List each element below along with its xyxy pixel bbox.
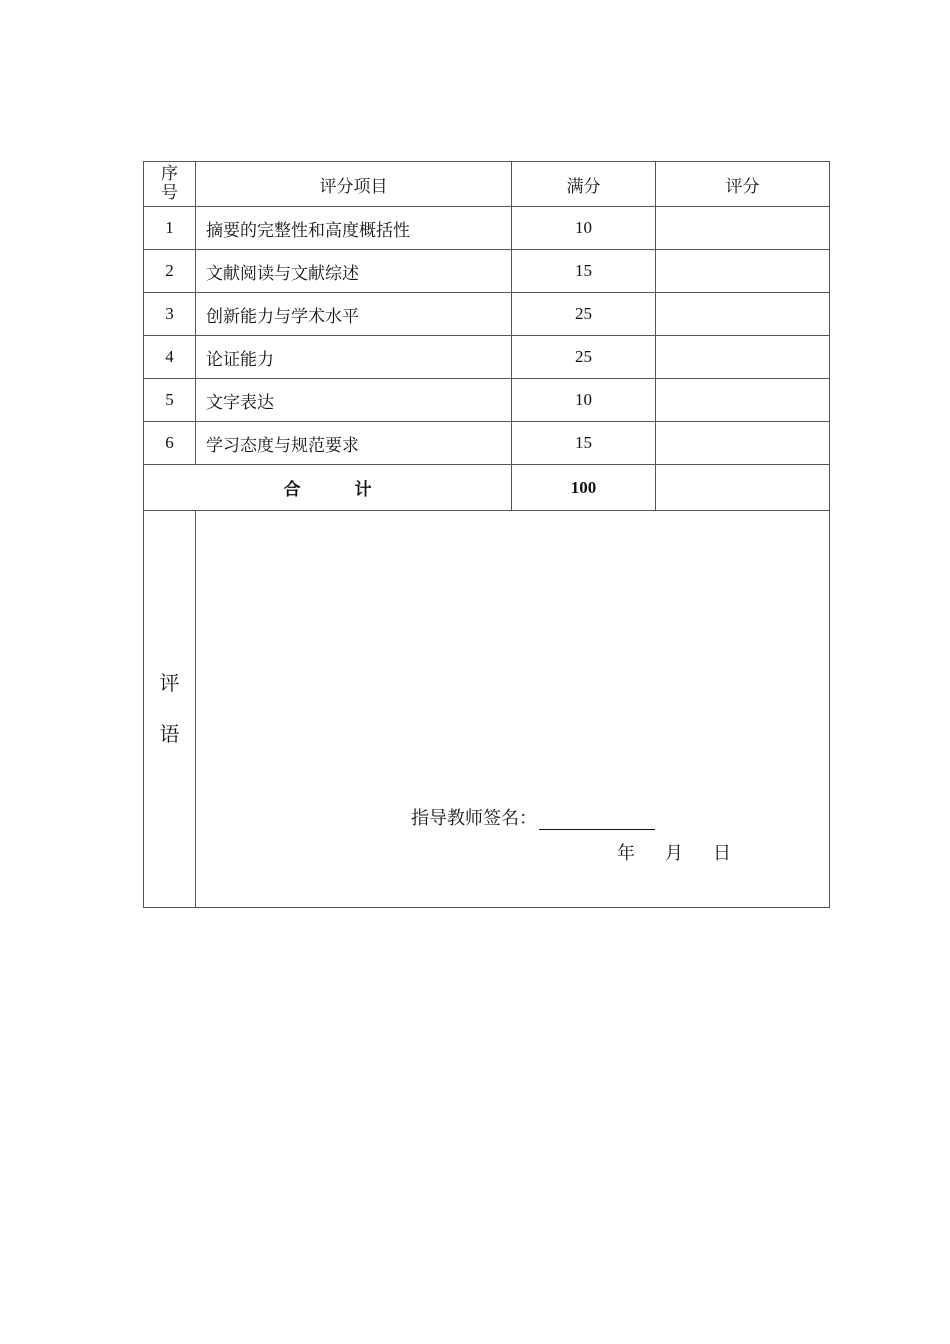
table-row — [144, 379, 830, 422]
header-row — [144, 162, 830, 207]
row-score-cell[interactable] — [656, 379, 830, 422]
row-full-score: 10 — [512, 207, 656, 250]
row-score-cell[interactable] — [656, 250, 830, 293]
table-row — [144, 422, 830, 465]
row-item: 摘要的完整性和高度概括性 — [196, 207, 512, 250]
header-item: 评分项目 — [196, 162, 512, 207]
date-year: 年 — [617, 843, 635, 864]
total-label-part1: 合 — [283, 480, 301, 500]
row-score-cell[interactable] — [656, 207, 830, 250]
comment-row — [144, 511, 830, 908]
date-month: 月 — [665, 843, 683, 864]
row-full-score: 15 — [512, 422, 656, 465]
signature-label: 指导教师签名： — [411, 808, 537, 829]
table-row — [144, 207, 830, 250]
signature-line — [411, 804, 655, 830]
total-score-cell[interactable] — [656, 465, 830, 511]
header-score: 评分 — [656, 162, 830, 207]
row-seq: 6 — [144, 422, 196, 465]
row-full-score: 10 — [512, 379, 656, 422]
total-label — [144, 465, 512, 511]
grading-table — [143, 161, 830, 908]
row-item: 创新能力与学术水平 — [196, 293, 512, 336]
row-score-cell[interactable] — [656, 336, 830, 379]
row-full-score: 25 — [512, 293, 656, 336]
comment-label-line2: 语 — [159, 722, 180, 746]
row-item: 文字表达 — [196, 379, 512, 422]
row-item: 论证能力 — [196, 336, 512, 379]
row-seq: 4 — [144, 336, 196, 379]
row-item: 文献阅读与文献综述 — [196, 250, 512, 293]
comment-label — [144, 511, 196, 908]
row-full-score: 15 — [512, 250, 656, 293]
date-day: 日 — [713, 843, 731, 864]
table-row — [144, 293, 830, 336]
row-seq: 2 — [144, 250, 196, 293]
row-item: 学习态度与规范要求 — [196, 422, 512, 465]
row-seq: 5 — [144, 379, 196, 422]
total-value: 100 — [512, 465, 656, 511]
row-seq: 1 — [144, 207, 196, 250]
total-label-part2: 计 — [354, 480, 372, 500]
table-row — [144, 250, 830, 293]
date-line — [617, 839, 731, 865]
row-score-cell[interactable] — [656, 293, 830, 336]
header-seq-line1: 序 — [161, 164, 178, 184]
row-full-score: 25 — [512, 336, 656, 379]
header-seq — [144, 162, 196, 207]
row-score-cell[interactable] — [656, 422, 830, 465]
row-seq: 3 — [144, 293, 196, 336]
header-full-score: 满分 — [512, 162, 656, 207]
comment-area[interactable] — [196, 511, 830, 908]
signature-blank[interactable] — [539, 809, 655, 830]
header-seq-line2: 号 — [161, 183, 178, 203]
total-row — [144, 465, 830, 511]
comment-label-line1: 评 — [159, 671, 180, 695]
table-row — [144, 336, 830, 379]
